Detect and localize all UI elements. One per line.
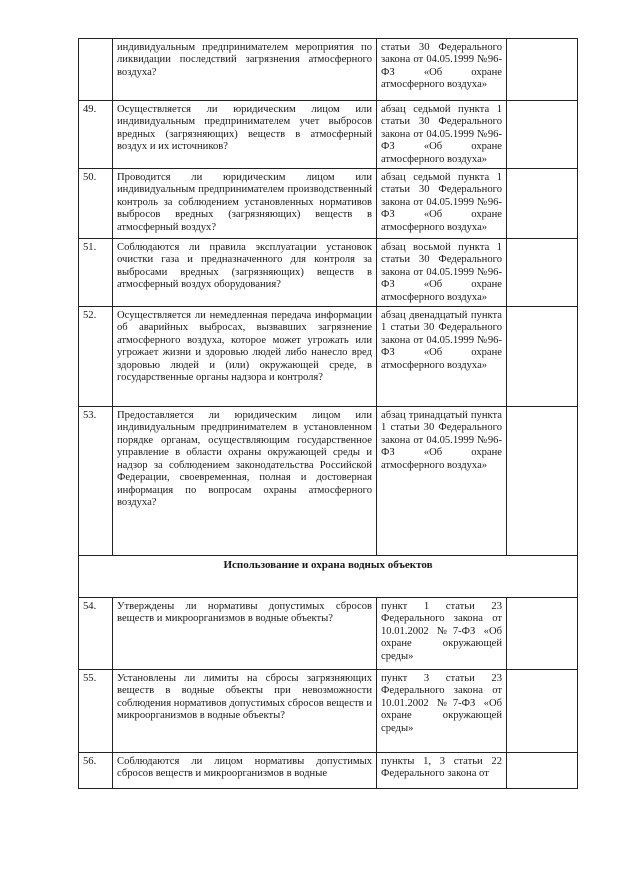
requirement-question: Соблюдаются ли лицом нормативы допустимых сбросов веществ и микроорганизмов в водные <box>113 753 377 789</box>
table-row <box>79 239 578 307</box>
table-row <box>79 39 578 101</box>
empty-cell <box>507 753 578 789</box>
row-number: 51. <box>79 239 113 307</box>
table-row <box>79 307 578 407</box>
requirement-question: Осуществляется ли немедленная передача информации об аварийных выбросах, вызвавших загрязнение атмосферного воздуха, которое может угрожать или угрожает жизни и здоровью людей либо нанесло вред здоровью людей и (или) окружающей среде, в государственные органы надзора и контроля? <box>113 307 377 407</box>
section-row <box>79 556 578 598</box>
requirement-question: Предоставляется ли юридическим лицом или индивидуальным предпринимателем в установленном порядке органам, осуществляющим государственное управление в области охраны окружающей среды и надзор за соблюдением законодательства Российской Федерации, своевременная, полная и достоверная информация по вопросам охраны атмосферного воздуха? <box>113 407 377 556</box>
empty-cell <box>507 169 578 239</box>
legal-reference: абзац восьмой пункта 1 статьи 30 Федерального закона от 04.05.1999 №96-ФЗ «Об охране атмосферного воздуха» <box>377 239 507 307</box>
legal-reference: статьи 30 Федерального закона от 04.05.1999 №96-ФЗ «Об охране атмосферного воздуха» <box>377 39 507 101</box>
empty-cell <box>507 39 578 101</box>
checklist-table <box>78 38 578 789</box>
row-number: 50. <box>79 169 113 239</box>
legal-reference: абзац двенадцатый пункта 1 статьи 30 Федерального закона от 04.05.1999 №96-ФЗ «Об охране атмосферного воздуха» <box>377 307 507 407</box>
table-row <box>79 101 578 169</box>
row-number: 53. <box>79 407 113 556</box>
requirement-question: Осуществляется ли юридическим лицом или индивидуальным предпринимателем учет выбросов вредных (загрязняющих) веществ в атмосферный воздух и их источников? <box>113 101 377 169</box>
legal-reference: абзац седьмой пункта 1 статьи 30 Федерального закона от 04.05.1999 №96-ФЗ «Об охране атмосферного воздуха» <box>377 169 507 239</box>
requirement-question: Соблюдаются ли правила эксплуатации установок очистки газа и предназначенного для контроля за выбросами вредных (загрязняющих) веществ в атмосферный воздух оборудования? <box>113 239 377 307</box>
legal-reference: абзац седьмой пункта 1 статьи 30 Федерального закона от 04.05.1999 №96-ФЗ «Об охране атмосферного воздуха» <box>377 101 507 169</box>
row-number: 52. <box>79 307 113 407</box>
requirement-question: индивидуальным предпринимателем мероприятия по ликвидации последствий загрязнения атмосферного воздуха? <box>113 39 377 101</box>
legal-reference: пункт 3 статьи 23 Федерального закона от 10.01.2002 №7-ФЗ «Об охране окружающей среды» <box>377 670 507 753</box>
legal-reference: пункт 1 статьи 23 Федерального закона от 10.01.2002 №7-ФЗ «Об охране окружающей среды» <box>377 598 507 670</box>
empty-cell <box>507 239 578 307</box>
empty-cell <box>507 598 578 670</box>
row-number: 56. <box>79 753 113 789</box>
row-number: 54. <box>79 598 113 670</box>
empty-cell <box>507 307 578 407</box>
row-number <box>79 39 113 101</box>
requirement-question: Проводится ли юридическим лицом или индивидуальным предпринимателем производственный контроль за соблюдением установленных нормативов выбросов вредных (загрязняющих) веществ в атмосферный воздух? <box>113 169 377 239</box>
empty-cell <box>507 670 578 753</box>
legal-reference: пункты 1, 3 статьи 22 Федерального закона от <box>377 753 507 789</box>
row-number: 55. <box>79 670 113 753</box>
section-title: Использование и охрана водных объектов <box>79 556 578 598</box>
table-row <box>79 407 578 556</box>
requirement-question: Установлены ли лимиты на сбросы загрязняющих веществ в водные объекты при невозможности соблюдения нормативов допустимых сбросов веществ и микроорганизмов в водные объекты? <box>113 670 377 753</box>
empty-cell <box>507 101 578 169</box>
table-row <box>79 598 578 670</box>
row-number: 49. <box>79 101 113 169</box>
table-row <box>79 670 578 753</box>
requirement-question: Утверждены ли нормативы допустимых сбросов веществ и микроорганизмов в водные объекты? <box>113 598 377 670</box>
table-row <box>79 753 578 789</box>
legal-reference: абзац тринадцатый пункта 1 статьи 30 Федерального закона от 04.05.1999 №96-ФЗ «Об охране атмосферного воздуха» <box>377 407 507 556</box>
empty-cell <box>507 407 578 556</box>
table-row <box>79 169 578 239</box>
